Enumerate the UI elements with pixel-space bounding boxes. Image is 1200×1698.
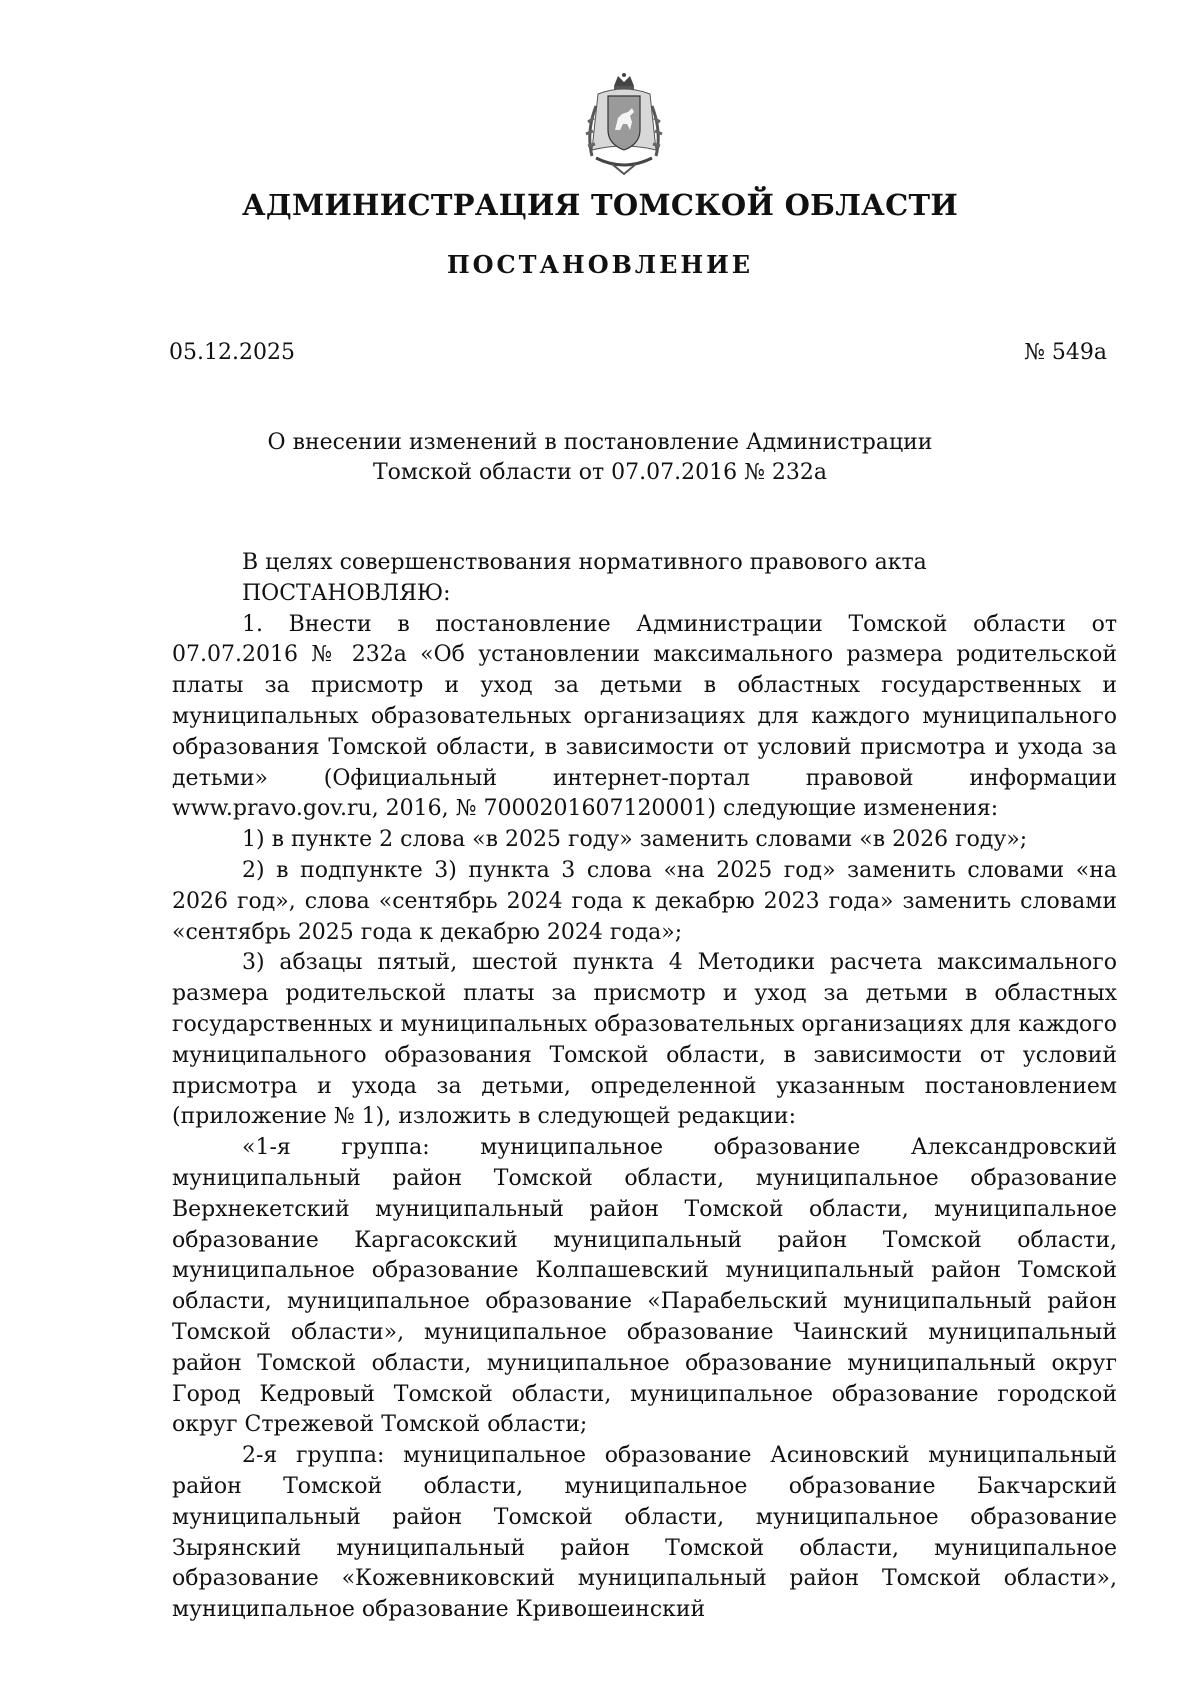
paragraph-resolve: ПОСТАНОВЛЯЮ: (242, 580, 451, 606)
document-body (172, 548, 1117, 1626)
paragraph-group-2: 2-я группа: муниципальное образование Асиновский муниципальный район Томской области, муниципальное образование Бакчарский муниципальный район Томской области, муниципальное образование Зырянский муниципальный район Томской области, муниципальное образование «Кожевниковский муниципальный район Томской области», муниципальное образование Кривошеинский (172, 1443, 1117, 1623)
paragraph-subitem-1: 1) в пункте 2 слова «в 2025 году» заменить словами «в 2026 году»; (242, 827, 1028, 853)
paragraph-purpose: В целях совершенствования нормативного правового акта (242, 550, 927, 575)
subject-line-2: Томской области от 07.07.2016 № 232а (372, 460, 828, 485)
organization-title: АДМИНИСТРАЦИЯ ТОМСКОЙ ОБЛАСТИ (241, 188, 959, 222)
paragraph-subitem-3: 3) абзацы пятый, шестой пункта 4 Методики расчета максимального размера родительской платы за присмотр и уход за детьми в областных государственных и муниципальных образовательных организациях для каждого муниципального образования Томской области, в зависимости от условий присмотра и ухода за детьми, определенной указанным постановлением (приложение № 1), изложить в следующей редакции: (172, 950, 1117, 1130)
document-type: ПОСТАНОВЛЕНИЕ (446, 250, 754, 279)
document-number: № 549а (1024, 340, 1107, 365)
paragraph-subitem-2: 2) в подпункте 3) пункта 3 слова «на 2025 год» заменить словами «на 2026 год», слова «сентябрь 2024 года к декабрю 2023 года» заменить словами «сентябрь 2025 года к декабрю 2024 года»; (172, 857, 1117, 945)
subject-line-1: О внесении изменений в постановление Администрации (267, 430, 933, 455)
document-date: 05.12.2025 (169, 340, 295, 365)
paragraph-item-1: 1. Внести в постановление Администрации Томской области от 07.07.2016 № 232а «Об установлении максимального размера родительской платы за присмотр и уход за детьми в областных государственных и муниципальных образовательных организациях для каждого муниципального образования Томской области, в зависимости от условий присмотра и ухода за детьми» (Официальный интернет-портал правовой информации www.pravo.gov.ru, 2016, № 7000201607120001) следующие изменения: (172, 611, 1117, 822)
document-subject (0, 428, 1200, 488)
paragraph-group-1: «1-я группа: муниципальное образование Александровский муниципальный район Томской области, муниципальное образование Верхнекетский муниципальный район Томской области, муниципальное образование Каргасокский муниципальный район Томской области, муниципальное образование Колпашевский муниципальный район Томской области, муниципальное образование «Парабельский муниципальный район Томской области», муниципальное образование Чаинский муниципальный район Томской области, муниципальное образование муниципальный округ Город Кедровый Томской области, муниципальное образование городской округ Стрежевой Томской области; (172, 1135, 1117, 1438)
coat-of-arms-emblem (568, 72, 680, 178)
